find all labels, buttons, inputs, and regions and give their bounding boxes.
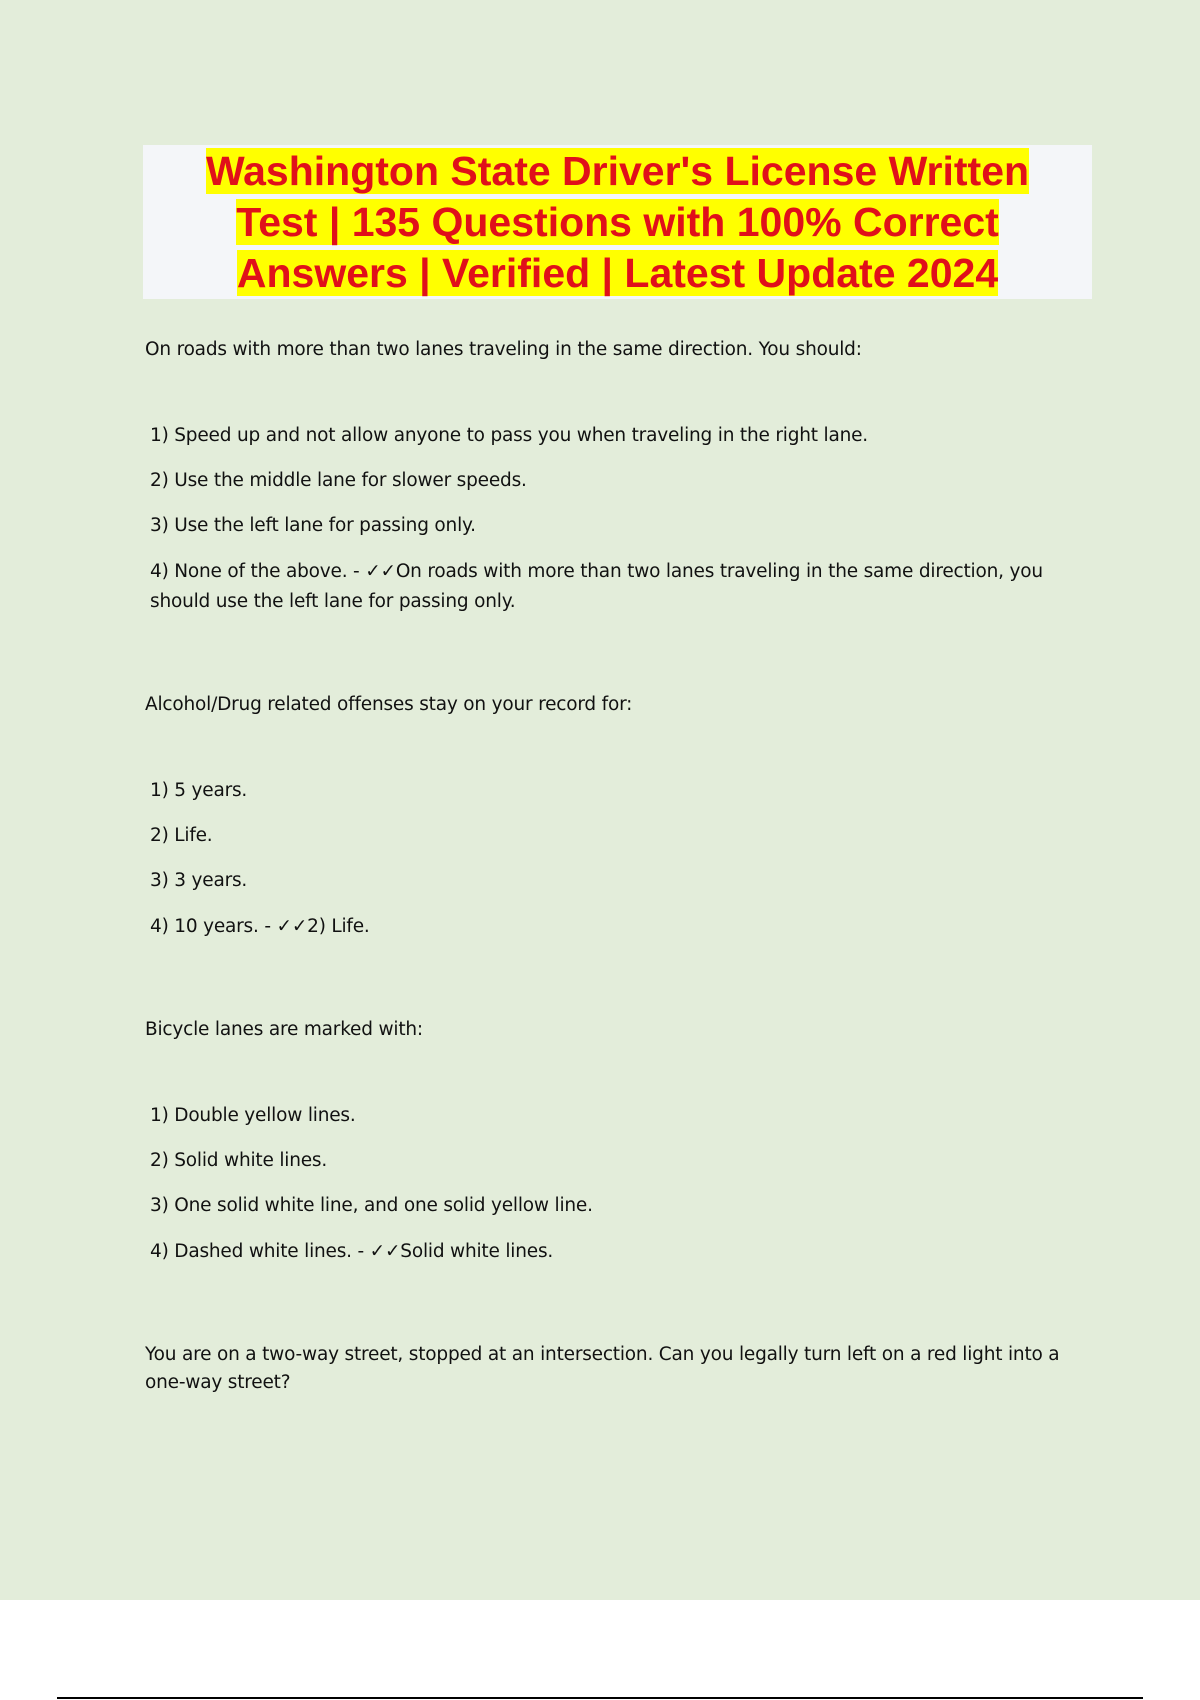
question-text: You are on a two-way street, stopped at an intersection. Can you legally turn left on a red light into a one-way street?	[145, 1344, 1060, 1393]
spacer	[145, 960, 1065, 1016]
answer-option-with-explanation: 4) 10 years. - ✓✓2) Life.	[150, 916, 370, 937]
question-block-1	[145, 336, 1065, 617]
answer-option-with-explanation: 4) Dashed white lines. - ✓✓Solid white lines.	[150, 1241, 554, 1262]
question-block-4	[145, 1341, 1065, 1397]
question-text: Alcohol/Drug related offenses stay on your record for:	[145, 694, 633, 715]
question-text: On roads with more than two lanes traveling in the same direction. You should:	[145, 339, 862, 360]
answer-option-with-explanation: 4) None of the above. - ✓✓On roads with more than two lanes traveling in the same direction, you should use the left lane for passing only.	[150, 561, 1043, 612]
title-line-3: Answers | Verified | Latest Update 2024	[236, 249, 999, 296]
question-text: Bicycle lanes are marked with:	[145, 1019, 423, 1040]
answer-option: 1) Speed up and not allow anyone to pass you when traveling in the right lane.	[150, 425, 868, 446]
title-line-2: Test | 135 Questions with 100% Correct	[236, 198, 999, 245]
answer-option: 1) 5 years.	[150, 780, 248, 801]
answer-option: 2) Use the middle lane for slower speeds.	[150, 470, 527, 491]
answer-option: 1) Double yellow lines.	[150, 1105, 356, 1126]
spacer	[145, 1285, 1065, 1341]
answer-option: 2) Solid white lines.	[150, 1150, 328, 1171]
document-title	[206, 146, 1029, 299]
title-line-1: Washington State Driver's License Written	[205, 147, 1030, 194]
title-box	[143, 145, 1092, 299]
answer-option: 3) One solid white line, and one solid yellow line.	[150, 1195, 593, 1216]
answer-option: 3) 3 years.	[150, 870, 248, 891]
question-block-2	[145, 691, 1065, 942]
answer-option: 3) Use the left lane for passing only.	[150, 515, 476, 536]
footer-divider	[57, 1697, 1143, 1699]
spacer	[145, 635, 1065, 691]
question-block-3	[145, 1016, 1065, 1267]
questions-list	[145, 336, 1065, 1455]
answer-option: 2) Life.	[150, 825, 213, 846]
